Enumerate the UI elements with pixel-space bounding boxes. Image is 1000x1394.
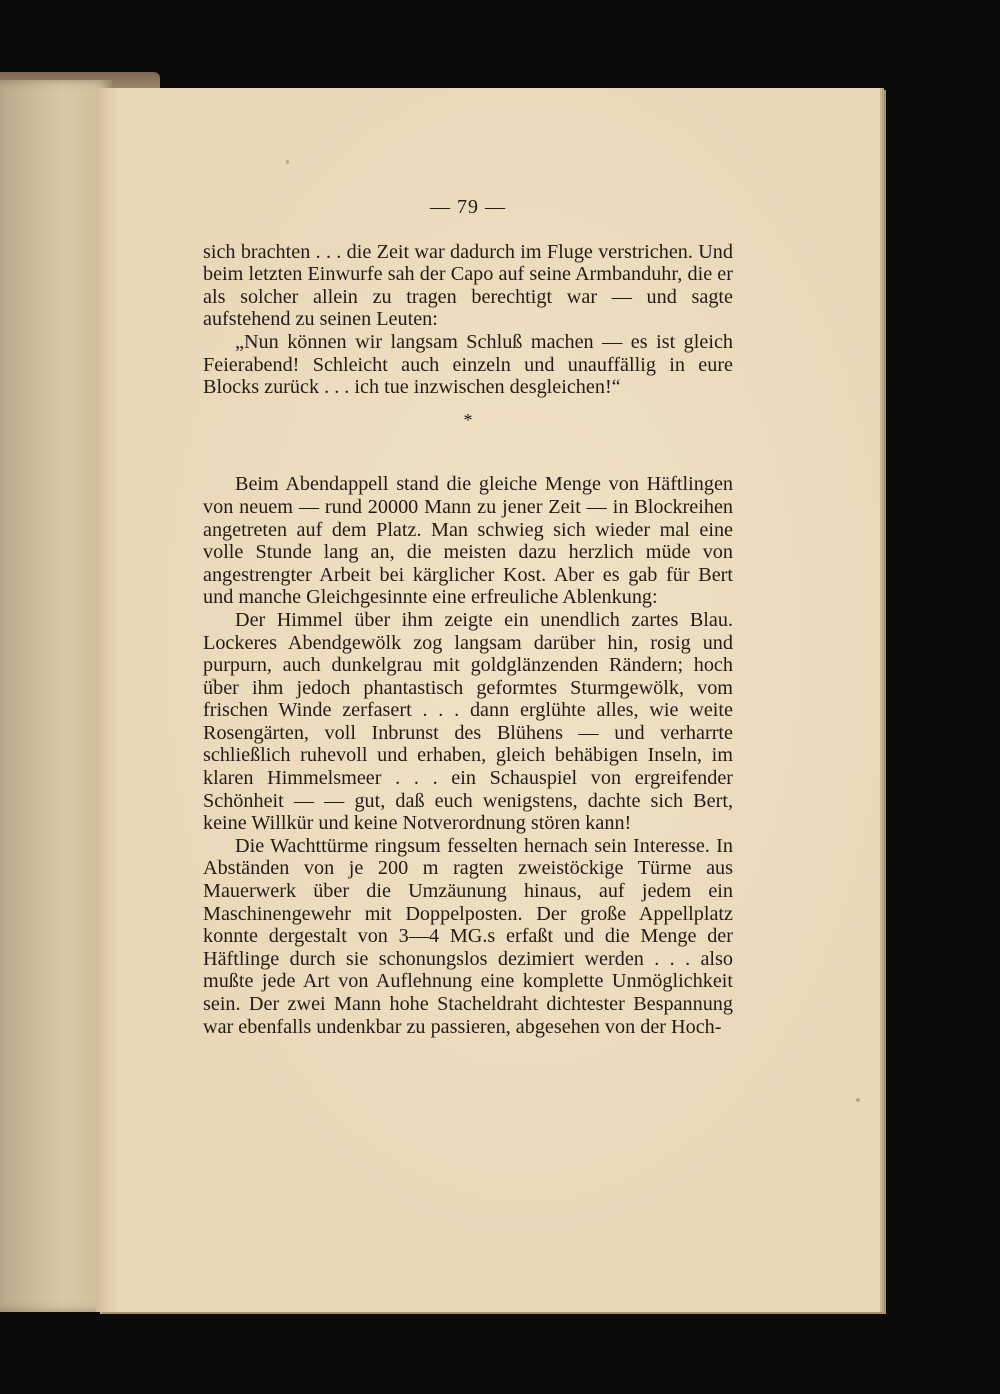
paper-speck: [856, 1098, 860, 1102]
page-text: [203, 196, 733, 1038]
paragraph: Beim Abendappell stand die gleiche Menge von Häftlingen von neuem — rund 20000 Mann zu jener Zeit — in Blockreihen angetreten auf dem Platz. Man schwieg sich wieder mal eine volle Stunde lang an, die meisten dazu herzlich müde von angestrengter Arbeit bei kärglicher Kost. Aber es gab für Bert und manche Gleichgesinnte eine erfreuliche Ablenkung:: [203, 473, 733, 609]
paper-speck: [286, 160, 289, 164]
page-number: — 79 —: [430, 196, 506, 218]
section-separator: *: [463, 409, 473, 430]
paragraph: sich brachten . . . die Zeit war dadurch im Fluge verstrichen. Und beim letzten Einwurfe sah der Capo auf seine Armbanduhr, die er als solcher allein zu tragen berechtigt war — und sagte aufstehend zu seinen Leuten:: [203, 240, 733, 331]
paragraph: „Nun können wir langsam Schluß machen — es ist gleich Feierabend! Schleicht auch einzeln und unauffällig in eure Blocks zurück . . . ich tue inzwischen desgleichen!“: [203, 330, 733, 399]
paragraph: Der Himmel über ihm zeigte ein unendlich zartes Blau. Lockeres Abendgewölk zog langsam darüber hin, rosig und purpurn, auch dunkelgrau mit goldglänzenden Rändern; hoch über ihm jedoch phantastisch geformtes Sturmgewölk, vom frischen Winde zerfasert . . . dann erglühte alles, wie weite Rosengärten, voll Inbrunst des Blühens — und verharrte schließlich ruhevoll und erhaben, gleich behäbigen Inseln, im klaren Himmelsmeer . . . ein Schauspiel von ergreifender Schönheit — — gut, daß euch wenigstens, dachte sich Bert, keine Willkür und keine Notverordnung stören kann!: [203, 608, 733, 835]
paragraph: Die Wachttürme ringsum fesselten hernach sein Interesse. In Abständen von je 200 m ragten zweistöckige Türme aus Mauerwerk über die Umzäunung hinaus, auf jedem ein Maschinengewehr mit Doppelposten. Der große Appellplatz konnte dergestalt von 3—4 MG.s erfaßt und die Menge der Häftlinge durch sie schonungslos dezimiert werden . . . also mußte jede Art von Auflehnung eine komplette Unmöglichkeit sein. Der zwei Mann hohe Stacheldraht dichtester Bespannung war ebenfalls undenkbar zu passieren, abgesehen von der Hoch-: [203, 834, 733, 1038]
